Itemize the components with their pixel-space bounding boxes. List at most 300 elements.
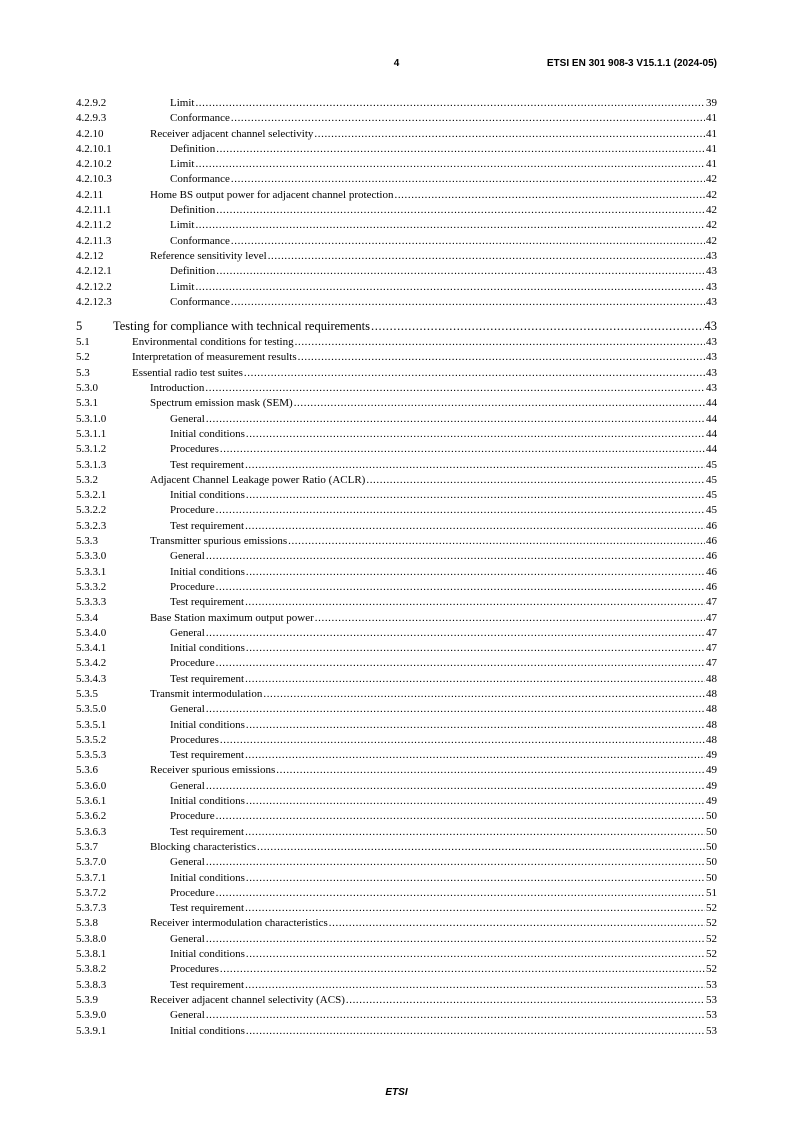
- dot-leader: [394, 188, 705, 203]
- toc-entry-title: Definition: [170, 142, 216, 155]
- dot-leader: [366, 473, 705, 488]
- toc-entry-page: 49: [706, 795, 717, 808]
- toc-entry-page: 41: [706, 142, 717, 155]
- toc-entry-number: 5.3.4: [76, 611, 98, 624]
- toc-entry-page: 47: [706, 642, 717, 655]
- toc-entry[interactable]: [76, 702, 717, 717]
- toc-entry-page: 43: [706, 382, 717, 395]
- toc-entry-number: 5.3.6: [76, 764, 98, 777]
- dot-leader: [220, 442, 705, 457]
- dot-leader: [245, 595, 705, 610]
- toc-entry[interactable]: [76, 111, 717, 126]
- toc-entry-page: 48: [706, 672, 717, 685]
- toc-entry-page: 46: [706, 565, 717, 578]
- dot-leader: [206, 932, 705, 947]
- toc-entry[interactable]: [76, 886, 717, 901]
- toc-entry-line: [170, 458, 717, 473]
- dot-leader: [246, 1024, 705, 1039]
- toc-entry-line: [150, 687, 717, 702]
- document-id: ETSI EN 301 908-3 V15.1.1 (2024-05): [546, 58, 717, 69]
- toc-entry[interactable]: [76, 519, 717, 534]
- toc-entry[interactable]: [76, 565, 717, 580]
- toc-entry-line: [170, 825, 717, 840]
- toc-entry-line: [170, 488, 717, 503]
- toc-entry[interactable]: [76, 993, 717, 1008]
- toc-entry-page: 43: [706, 249, 717, 262]
- toc-entry-line: [170, 519, 717, 534]
- toc-entry[interactable]: [76, 549, 717, 564]
- toc-entry-number: 5.3.6.1: [76, 795, 107, 808]
- toc-entry[interactable]: [76, 366, 717, 381]
- toc-entry[interactable]: [76, 280, 717, 295]
- toc-entry-page: 45: [706, 489, 717, 502]
- dot-leader: [220, 962, 705, 977]
- toc-entry-title: Initial conditions: [170, 565, 245, 578]
- toc-entry[interactable]: [76, 188, 717, 203]
- toc-entry-title: General: [170, 703, 205, 716]
- toc-entry[interactable]: [76, 595, 717, 610]
- dot-leader: [206, 855, 705, 870]
- toc-entry-number: 4.2.10.1: [76, 142, 112, 155]
- toc-entry-title: Limit: [170, 158, 195, 171]
- dot-leader: [195, 157, 705, 172]
- toc-entry-page: 43: [706, 366, 717, 379]
- toc-entry-title: Receiver intermodulation characteristics: [150, 917, 328, 930]
- dot-leader: [245, 825, 705, 840]
- toc-entry[interactable]: [76, 534, 717, 549]
- toc-entry-line: [170, 672, 717, 687]
- toc-entry-title: Interpretation of measurement results: [132, 351, 297, 364]
- toc-entry-line: [170, 855, 717, 870]
- toc-entry-title: Test requirement: [170, 519, 245, 532]
- toc-entry-line: [170, 748, 717, 763]
- toc-entry-line: [170, 580, 717, 595]
- toc-entry-title: Blocking characteristics: [150, 840, 256, 853]
- toc-entry-page: 41: [706, 158, 717, 171]
- toc-entry-line: [170, 264, 717, 279]
- toc-entry[interactable]: [76, 295, 717, 310]
- toc-entry-title: Introduction: [150, 382, 205, 395]
- toc-entry-line: [132, 335, 717, 350]
- dot-leader: [216, 656, 705, 671]
- toc-entry-number: 5.2: [76, 351, 90, 364]
- toc-entry-line: [170, 96, 717, 111]
- toc-entry-page: 48: [706, 687, 717, 700]
- page-number: 4: [393, 58, 400, 69]
- toc-entry-line: [170, 794, 717, 809]
- toc-entry-page: 48: [706, 733, 717, 746]
- toc-entry[interactable]: [76, 641, 717, 656]
- dot-leader: [346, 993, 705, 1008]
- toc-entry-page: 52: [706, 948, 717, 961]
- toc-entry-page: 44: [706, 443, 717, 456]
- toc-entry-line: [170, 203, 717, 218]
- toc-entry-number: 5.3.2.3: [76, 519, 107, 532]
- toc-entry[interactable]: [76, 203, 717, 218]
- toc-entry[interactable]: [76, 748, 717, 763]
- toc-entry-line: [150, 763, 717, 778]
- toc-entry[interactable]: [76, 350, 717, 365]
- toc-entry[interactable]: [76, 932, 717, 947]
- toc-entry-line: [150, 473, 717, 488]
- toc-entry-number: 5.3.5: [76, 687, 98, 700]
- dot-leader: [245, 978, 705, 993]
- toc-entry-title: Transmitter spurious emissions: [150, 535, 288, 548]
- toc-entry-line: [170, 962, 717, 977]
- toc-entry[interactable]: [76, 317, 717, 335]
- toc-entry[interactable]: [76, 763, 717, 778]
- toc-entry-number: 4.2.10: [76, 127, 104, 140]
- toc-entry-number: 4.2.11: [76, 188, 104, 201]
- toc-entry-number: 5.3.9.0: [76, 1009, 107, 1022]
- toc-entry-number: 4.2.12.3: [76, 295, 112, 308]
- dot-leader: [246, 794, 705, 809]
- dot-leader: [206, 1008, 705, 1023]
- toc-entry[interactable]: [76, 335, 717, 350]
- toc-entry-number: 5.3.5.0: [76, 703, 107, 716]
- toc-entry-line: [113, 317, 717, 335]
- toc-entry-number: 5.3.7.0: [76, 856, 107, 869]
- toc-entry-page: 41: [706, 112, 717, 125]
- dot-leader: [314, 127, 705, 142]
- toc-entry[interactable]: [76, 611, 717, 626]
- toc-entry-title: Test requirement: [170, 672, 245, 685]
- toc-entry[interactable]: [76, 1024, 717, 1039]
- toc-entry-line: [170, 718, 717, 733]
- toc-entry[interactable]: [76, 264, 717, 279]
- dot-leader: [246, 565, 705, 580]
- toc-entry-title: Essential radio test suites: [132, 366, 243, 379]
- toc-entry[interactable]: [76, 733, 717, 748]
- toc-entry-number: 5.3.1.3: [76, 458, 107, 471]
- toc-entry[interactable]: [76, 503, 717, 518]
- toc-entry-line: [170, 886, 717, 901]
- toc-entry-line: [170, 779, 717, 794]
- toc-entry-title: Conformance: [170, 234, 230, 247]
- toc-entry-page: 49: [706, 749, 717, 762]
- toc-entry[interactable]: [76, 916, 717, 931]
- dot-leader: [288, 534, 705, 549]
- toc-entry-title: General: [170, 412, 205, 425]
- dot-leader: [195, 218, 705, 233]
- toc-entry-title: Receiver adjacent channel selectivity (ACS): [150, 993, 345, 1006]
- toc-entry[interactable]: [76, 172, 717, 187]
- toc-entry-title: Initial conditions: [170, 642, 245, 655]
- toc-entry-number: 5.3.0: [76, 382, 98, 395]
- toc-entry-title: General: [170, 779, 205, 792]
- toc-entry[interactable]: [76, 473, 717, 488]
- toc-entry-title: Limit: [170, 280, 195, 293]
- toc-entry-title: Conformance: [170, 295, 230, 308]
- toc-entry-number: 5.3.9: [76, 993, 98, 1006]
- toc-entry-line: [170, 702, 717, 717]
- toc-entry-number: 5.3.8.0: [76, 932, 107, 945]
- toc-entry[interactable]: [76, 96, 717, 111]
- dot-leader: [246, 871, 705, 886]
- toc-entry-title: Adjacent Channel Leakage power Ratio (ACLR): [150, 473, 366, 486]
- dot-leader: [220, 733, 705, 748]
- toc-entry-line: [170, 172, 717, 187]
- toc-entry-number: 5.3.2: [76, 473, 98, 486]
- toc-entry[interactable]: [76, 458, 717, 473]
- toc-entry[interactable]: [76, 381, 717, 396]
- toc-entry-title: Base Station maximum output power: [150, 611, 314, 624]
- dot-leader: [216, 503, 705, 518]
- toc-entry-page: 46: [706, 550, 717, 563]
- toc-entry-line: [150, 396, 717, 411]
- toc-entry-number: 5.3.9.1: [76, 1024, 107, 1037]
- toc-entry-page: 45: [706, 473, 717, 486]
- toc-entry-line: [170, 234, 717, 249]
- toc-entry-line: [170, 626, 717, 641]
- toc-entry-number: 4.2.11.1: [76, 204, 112, 217]
- toc-entry[interactable]: [76, 687, 717, 702]
- toc-entry-line: [150, 840, 717, 855]
- toc-entry-title: General: [170, 626, 205, 639]
- toc-entry-number: 5.1: [76, 336, 90, 349]
- toc-entry-title: Conformance: [170, 112, 230, 125]
- toc-entry-page: 43: [706, 295, 717, 308]
- toc-entry[interactable]: [76, 871, 717, 886]
- toc-entry-line: [170, 1024, 717, 1039]
- toc-entry-title: Initial conditions: [170, 1024, 245, 1037]
- toc-entry-page: 47: [706, 596, 717, 609]
- toc-entry[interactable]: [76, 427, 717, 442]
- toc-entry-number: 5.3.8.3: [76, 978, 107, 991]
- toc-entry[interactable]: [76, 947, 717, 962]
- toc-entry-title: Spectrum emission mask (SEM): [150, 397, 293, 410]
- dot-leader: [244, 366, 705, 381]
- toc-entry-line: [150, 993, 717, 1008]
- dot-leader: [206, 702, 705, 717]
- toc-entry[interactable]: [76, 580, 717, 595]
- toc-entry-page: 42: [706, 188, 717, 201]
- toc-entry-title: Testing for compliance with technical requirements: [113, 319, 371, 334]
- toc-entry-line: [170, 142, 717, 157]
- toc-entry-line: [170, 280, 717, 295]
- toc-entry[interactable]: [76, 840, 717, 855]
- toc-entry-line: [150, 381, 717, 396]
- toc-entry-number: 5.3.1.2: [76, 443, 107, 456]
- toc-entry-number: 5.3.1.1: [76, 427, 107, 440]
- toc-entry-title: Environmental conditions for testing: [132, 336, 294, 349]
- toc-entry-line: [170, 932, 717, 947]
- toc-entry[interactable]: [76, 157, 717, 172]
- toc-entry-title: Test requirement: [170, 596, 245, 609]
- toc-entry-title: Procedure: [170, 657, 215, 670]
- toc-entry-page: 51: [706, 886, 717, 899]
- toc-entry[interactable]: [76, 656, 717, 671]
- toc-entry-page: 47: [706, 626, 717, 639]
- toc-entry[interactable]: [76, 442, 717, 457]
- toc-entry[interactable]: [76, 809, 717, 824]
- toc-entry[interactable]: [76, 142, 717, 157]
- toc-entry-line: [170, 947, 717, 962]
- toc-entry-number: 5.3.7.1: [76, 871, 107, 884]
- toc-entry-page: 42: [706, 173, 717, 186]
- toc-entry-page: 52: [706, 932, 717, 945]
- toc-entry-number: 5.3.3.2: [76, 580, 107, 593]
- toc-entry-line: [150, 127, 717, 142]
- toc-entry[interactable]: [76, 234, 717, 249]
- toc-entry-number: 5.3.7.3: [76, 902, 107, 915]
- toc-entry-title: Receiver adjacent channel selectivity: [150, 127, 314, 140]
- dot-leader: [294, 396, 705, 411]
- toc-entry[interactable]: [76, 794, 717, 809]
- dot-leader: [246, 718, 705, 733]
- toc-entry-number: 5.3.7.2: [76, 886, 107, 899]
- toc-entry[interactable]: [76, 626, 717, 641]
- toc-entry-title: Initial conditions: [170, 948, 245, 961]
- dot-leader: [216, 142, 705, 157]
- dot-leader: [246, 641, 705, 656]
- toc-entry-title: Receiver spurious emissions: [150, 764, 276, 777]
- toc-entry[interactable]: [76, 1008, 717, 1023]
- toc-entry-page: 50: [706, 840, 717, 853]
- toc-entry[interactable]: [76, 718, 717, 733]
- toc-entry[interactable]: [76, 127, 717, 142]
- toc-entry[interactable]: [76, 218, 717, 233]
- toc-entry-page: 46: [706, 535, 717, 548]
- toc-entry-line: [132, 366, 717, 381]
- toc-entry-line: [170, 978, 717, 993]
- toc-entry[interactable]: [76, 396, 717, 411]
- toc-entry-line: [170, 111, 717, 126]
- toc-entry-line: [170, 595, 717, 610]
- toc-entry-number: 5.3: [76, 366, 90, 379]
- toc-entry-title: Reference sensitivity level: [150, 249, 267, 262]
- dot-leader: [205, 381, 705, 396]
- toc-entry-line: [150, 916, 717, 931]
- toc-entry-title: Test requirement: [170, 902, 245, 915]
- toc-entry-page: 52: [706, 963, 717, 976]
- toc-entry-page: 45: [706, 504, 717, 517]
- dot-leader: [268, 249, 705, 264]
- toc-entry-number: 5.3.3.3: [76, 596, 107, 609]
- dot-leader: [329, 916, 705, 931]
- toc-entry-number: 4.2.12.1: [76, 265, 112, 278]
- toc-entry-page: 50: [706, 871, 717, 884]
- toc-entry-line: [150, 249, 717, 264]
- dot-leader: [216, 886, 705, 901]
- toc-entry-page: 42: [706, 219, 717, 232]
- toc-entry-title: Test requirement: [170, 978, 245, 991]
- toc-entry[interactable]: [76, 962, 717, 977]
- toc-entry[interactable]: [76, 779, 717, 794]
- dot-leader: [206, 549, 705, 564]
- toc-entry-line: [170, 641, 717, 656]
- dot-leader: [195, 280, 705, 295]
- toc-entry-line: [170, 157, 717, 172]
- dot-leader: [245, 901, 705, 916]
- toc-entry-title: Procedure: [170, 504, 215, 517]
- toc-entry-page: 43: [706, 280, 717, 293]
- toc-entry[interactable]: [76, 412, 717, 427]
- toc-entry-page: 43: [706, 351, 717, 364]
- toc-entry-number: 5.3.7: [76, 840, 98, 853]
- toc-entry-number: 5.3.1: [76, 397, 98, 410]
- toc-entry-page: 43: [706, 265, 717, 278]
- dot-leader: [231, 234, 705, 249]
- dot-leader: [216, 809, 705, 824]
- toc-entry-title: Procedure: [170, 580, 215, 593]
- toc-entry-number: 4.2.10.3: [76, 173, 112, 186]
- toc-entry-title: Test requirement: [170, 458, 245, 471]
- toc-entry-number: 5.3.4.0: [76, 626, 107, 639]
- toc-entry-title: Initial conditions: [170, 718, 245, 731]
- toc-entry-number: 4.2.12: [76, 249, 104, 262]
- toc-entry-page: 46: [706, 519, 717, 532]
- toc-entry-number: 4.2.11.2: [76, 219, 112, 232]
- toc-entry-page: 45: [706, 458, 717, 471]
- toc-entry-title: Initial conditions: [170, 489, 245, 502]
- toc-entry-title: Transmit intermodulation: [150, 687, 263, 700]
- toc-entry-title: Procedure: [170, 886, 215, 899]
- toc-entry[interactable]: [76, 855, 717, 870]
- toc-entry-page: 43: [706, 336, 717, 349]
- toc-entry[interactable]: [76, 249, 717, 264]
- toc-entry[interactable]: [76, 825, 717, 840]
- toc-entry-page: 44: [706, 397, 717, 410]
- dot-leader: [315, 611, 705, 626]
- toc-entry-page: 42: [706, 204, 717, 217]
- toc-entry-number: 5.3.4.3: [76, 672, 107, 685]
- dot-leader: [231, 172, 705, 187]
- dot-leader: [298, 350, 705, 365]
- toc-entry-page: 46: [706, 580, 717, 593]
- toc-entry-line: [170, 549, 717, 564]
- dot-leader: [245, 519, 705, 534]
- toc-entry-number: 5.3.4.1: [76, 642, 107, 655]
- dot-leader: [257, 840, 705, 855]
- footer-etsi: ETSI: [385, 1087, 408, 1098]
- toc-entry-title: General: [170, 550, 205, 563]
- toc-entry-number: 5.3.8: [76, 917, 98, 930]
- dot-leader: [206, 626, 705, 641]
- table-of-contents: [76, 96, 717, 1039]
- toc-entry-page: 53: [706, 1009, 717, 1022]
- dot-leader: [245, 672, 705, 687]
- toc-entry[interactable]: [76, 488, 717, 503]
- toc-entry[interactable]: [76, 978, 717, 993]
- toc-entry-line: [150, 534, 717, 549]
- toc-entry-number: 5.3.6.3: [76, 825, 107, 838]
- toc-entry-number: 5.3.5.1: [76, 718, 107, 731]
- toc-entry-page: 47: [706, 611, 717, 624]
- toc-entry-page: 52: [706, 902, 717, 915]
- toc-entry-page: 50: [706, 810, 717, 823]
- toc-entry-line: [150, 611, 717, 626]
- toc-entry[interactable]: [76, 672, 717, 687]
- toc-entry-page: 44: [706, 427, 717, 440]
- toc-entry-title: Limit: [170, 219, 195, 232]
- toc-entry-page: 49: [706, 779, 717, 792]
- toc-entry-number: 5.3.5.2: [76, 733, 107, 746]
- toc-entry-line: [170, 565, 717, 580]
- toc-entry[interactable]: [76, 901, 717, 916]
- toc-entry-title: General: [170, 932, 205, 945]
- toc-entry-title: Test requirement: [170, 825, 245, 838]
- toc-entry-line: [170, 442, 717, 457]
- toc-entry-number: 5.3.6.0: [76, 779, 107, 792]
- dot-leader: [195, 96, 705, 111]
- dot-leader: [206, 779, 705, 794]
- toc-entry-number: 5.3.5.3: [76, 749, 107, 762]
- toc-entry-page: 52: [706, 917, 717, 930]
- toc-entry-line: [132, 350, 717, 365]
- toc-entry-number: 5.3.3.0: [76, 550, 107, 563]
- toc-entry-title: General: [170, 1009, 205, 1022]
